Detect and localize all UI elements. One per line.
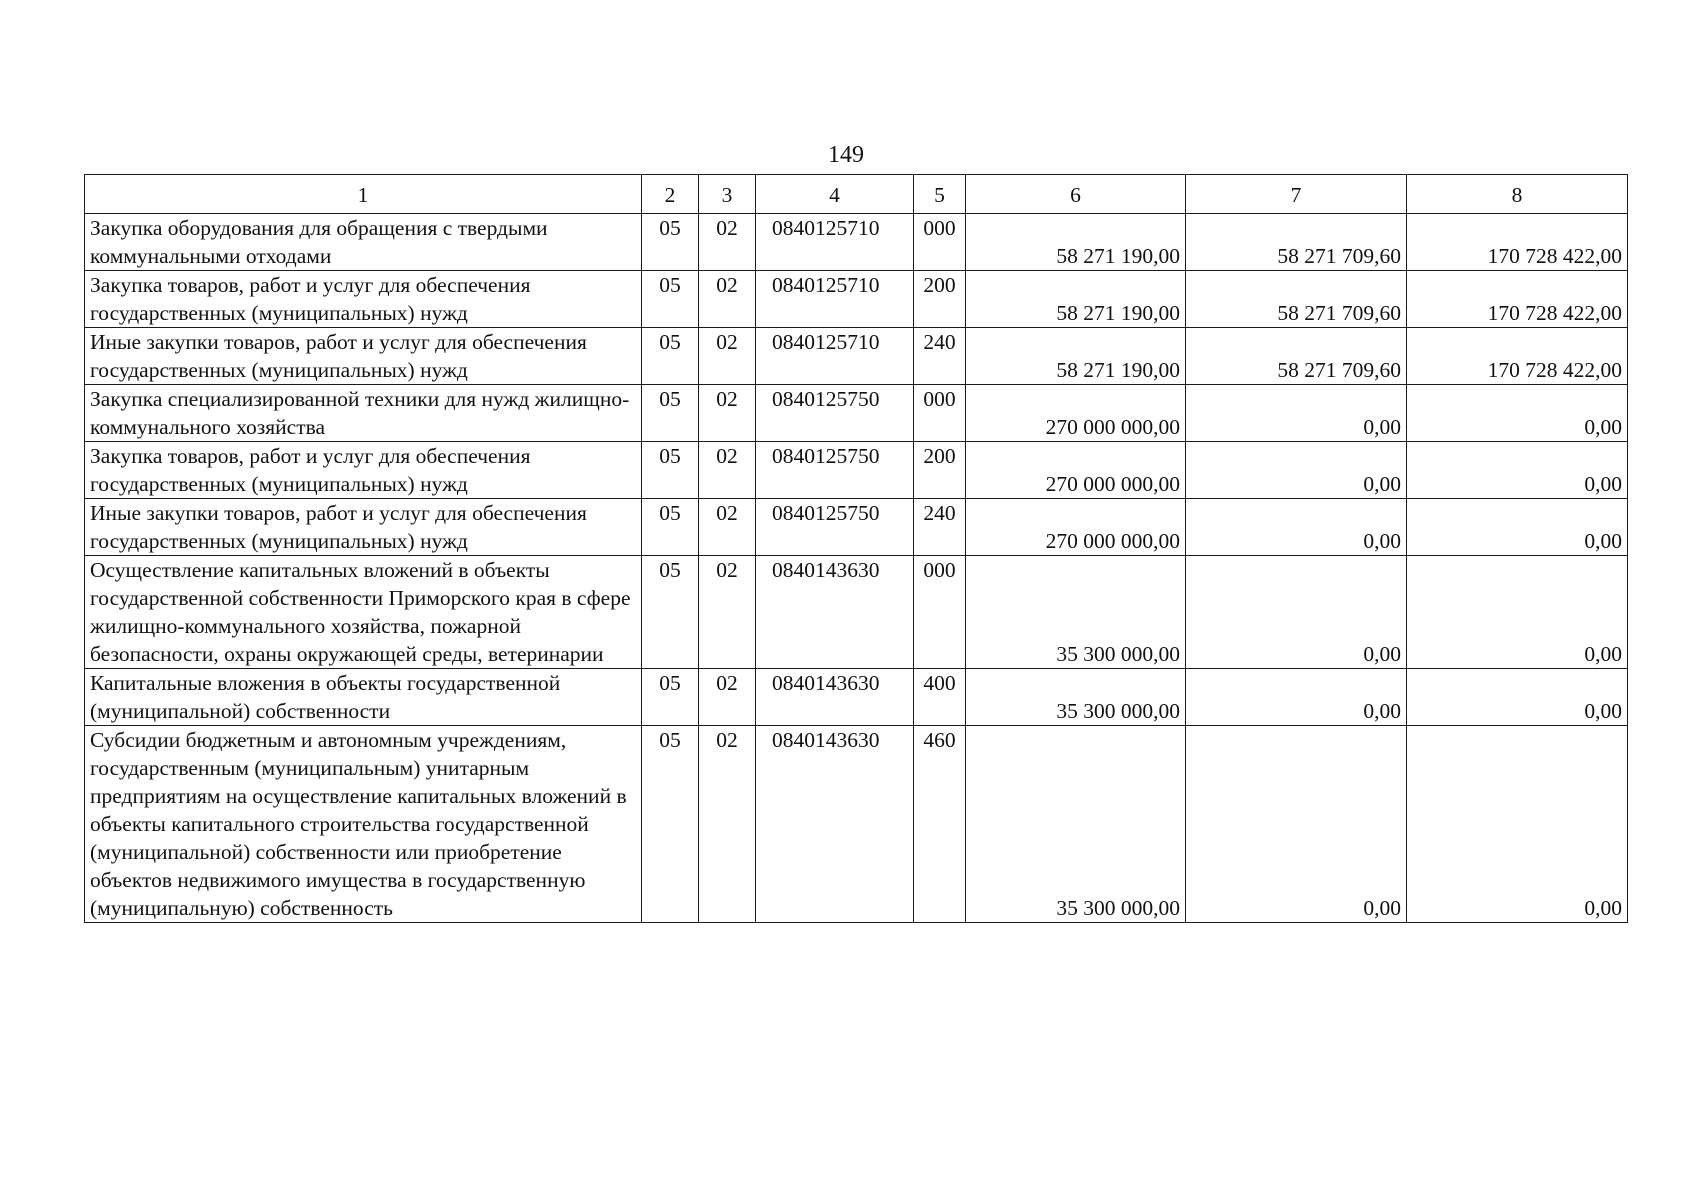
section-code-cell: 05 [642,271,699,328]
row-name-cell: Иные закупки товаров, работ и услуг для обеспечения государственных (муниципальных) нужд [85,328,642,385]
table-row [85,499,1628,556]
subsection-code-cell: 02 [699,214,756,271]
amount-col8-cell: 170 728 422,00 [1407,271,1628,328]
header-cell: 4 [756,175,914,214]
section-code-cell: 05 [642,726,699,923]
amount-col7-cell: 0,00 [1186,385,1407,442]
amount-col6-cell: 270 000 000,00 [966,499,1186,556]
target-article-cell: 0840143630 [756,669,914,726]
header-cell: 7 [1186,175,1407,214]
target-article-cell: 0840125750 [756,385,914,442]
expense-type-cell: 460 [914,726,966,923]
expense-type-cell: 000 [914,214,966,271]
amount-col8-cell: 0,00 [1407,669,1628,726]
target-article-cell: 0840143630 [756,726,914,923]
amount-col6-cell: 58 271 190,00 [966,214,1186,271]
subsection-code-cell: 02 [699,556,756,669]
row-name-cell: Осуществление капитальных вложений в объекты государственной собственности Приморского края в сфере жилищно-коммунального хозяйства, пожарной безопасности, охраны окружающей среды, ветеринарии [85,556,642,669]
amount-col6-cell: 270 000 000,00 [966,442,1186,499]
subsection-code-cell: 02 [699,499,756,556]
section-code-cell: 05 [642,556,699,669]
amount-col8-cell: 0,00 [1407,442,1628,499]
target-article-cell: 0840125750 [756,499,914,556]
page-number: 149 [828,142,864,168]
row-name-cell: Закупка товаров, работ и услуг для обеспечения государственных (муниципальных) нужд [85,271,642,328]
amount-col7-cell: 0,00 [1186,556,1407,669]
budget-table [84,174,1628,923]
table-row [85,442,1628,499]
subsection-code-cell: 02 [699,271,756,328]
section-code-cell: 05 [642,328,699,385]
subsection-code-cell: 02 [699,726,756,923]
amount-col6-cell: 270 000 000,00 [966,385,1186,442]
section-code-cell: 05 [642,385,699,442]
amount-col8-cell: 0,00 [1407,726,1628,923]
expense-type-cell: 000 [914,385,966,442]
amount-col8-cell: 170 728 422,00 [1407,214,1628,271]
row-name-cell: Закупка оборудования для обращения с твердыми коммунальными отходами [85,214,642,271]
row-name-cell: Закупка специализированной техники для нужд жилищно-коммунального хозяйства [85,385,642,442]
row-name-cell: Закупка товаров, работ и услуг для обеспечения государственных (муниципальных) нужд [85,442,642,499]
amount-col8-cell: 0,00 [1407,385,1628,442]
target-article-cell: 0840125710 [756,214,914,271]
header-cell: 6 [966,175,1186,214]
table-row [85,556,1628,669]
amount-col6-cell: 35 300 000,00 [966,726,1186,923]
table-row [85,669,1628,726]
table-header-row [85,175,1628,214]
header-cell: 5 [914,175,966,214]
amount-col7-cell: 0,00 [1186,499,1407,556]
header-cell: 8 [1407,175,1628,214]
table-row [85,385,1628,442]
expense-type-cell: 200 [914,442,966,499]
amount-col7-cell: 58 271 709,60 [1186,271,1407,328]
section-code-cell: 05 [642,442,699,499]
expense-type-cell: 000 [914,556,966,669]
amount-col6-cell: 35 300 000,00 [966,669,1186,726]
subsection-code-cell: 02 [699,669,756,726]
expense-type-cell: 200 [914,271,966,328]
amount-col7-cell: 0,00 [1186,442,1407,499]
subsection-code-cell: 02 [699,385,756,442]
section-code-cell: 05 [642,669,699,726]
section-code-cell: 05 [642,499,699,556]
amount-col6-cell: 58 271 190,00 [966,328,1186,385]
expense-type-cell: 240 [914,499,966,556]
subsection-code-cell: 02 [699,328,756,385]
row-name-cell: Иные закупки товаров, работ и услуг для обеспечения государственных (муниципальных) нужд [85,499,642,556]
target-article-cell: 0840125710 [756,271,914,328]
header-cell: 3 [699,175,756,214]
amount-col6-cell: 35 300 000,00 [966,556,1186,669]
target-article-cell: 0840143630 [756,556,914,669]
header-cell: 1 [85,175,642,214]
section-code-cell: 05 [642,214,699,271]
expense-type-cell: 400 [914,669,966,726]
amount-col7-cell: 58 271 709,60 [1186,328,1407,385]
row-name-cell: Капитальные вложения в объекты государственной (муниципальной) собственности [85,669,642,726]
header-cell: 2 [642,175,699,214]
table-row [85,214,1628,271]
table-row [85,328,1628,385]
amount-col7-cell: 58 271 709,60 [1186,214,1407,271]
amount-col8-cell: 0,00 [1407,499,1628,556]
expense-type-cell: 240 [914,328,966,385]
table-row [85,726,1628,923]
target-article-cell: 0840125710 [756,328,914,385]
amount-col7-cell: 0,00 [1186,726,1407,923]
amount-col7-cell: 0,00 [1186,669,1407,726]
subsection-code-cell: 02 [699,442,756,499]
amount-col8-cell: 170 728 422,00 [1407,328,1628,385]
amount-col6-cell: 58 271 190,00 [966,271,1186,328]
row-name-cell: Субсидии бюджетным и автономным учреждениям, государственным (муниципальным) унитарным предприятиям на осуществление капитальных вложений в объекты капитального строительства государственной (муниципальной) собственности или приобретение объектов недвижимого имущества в государственную (муниципальную) собственность [85,726,642,923]
table-row [85,271,1628,328]
amount-col8-cell: 0,00 [1407,556,1628,669]
target-article-cell: 0840125750 [756,442,914,499]
